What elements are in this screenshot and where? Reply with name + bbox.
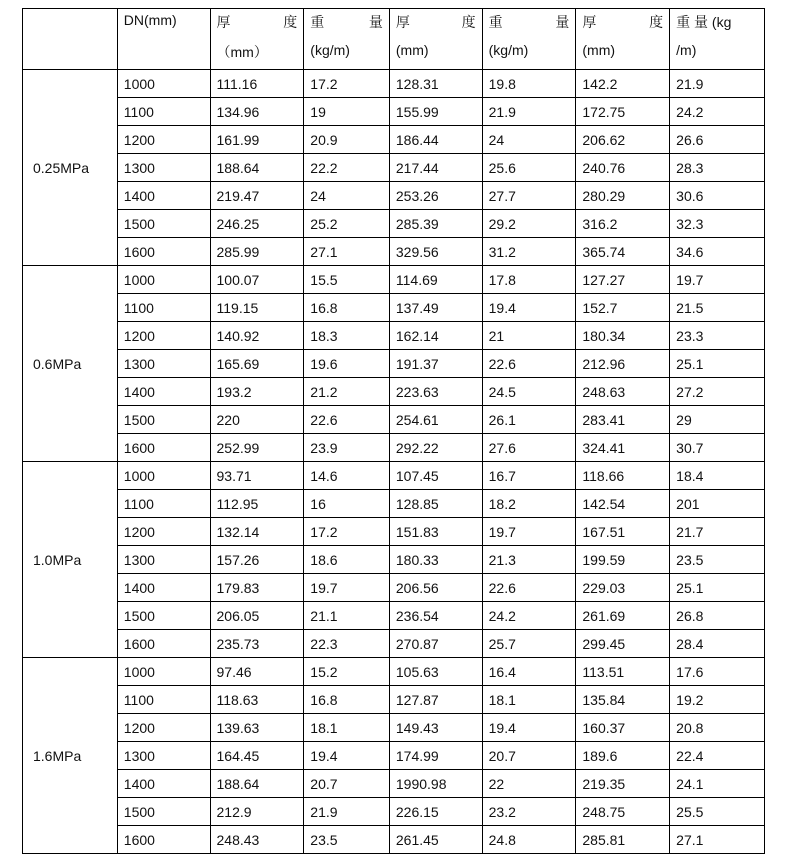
dn-cell: 1600 xyxy=(117,238,210,266)
header-weight-2: 重 量 xyxy=(482,9,576,40)
value-cell: 30.7 xyxy=(670,434,765,462)
value-cell: 142.2 xyxy=(576,70,670,98)
value-cell: 24 xyxy=(482,126,576,154)
value-cell: 193.2 xyxy=(210,378,304,406)
table-row xyxy=(23,546,765,574)
dn-cell: 1500 xyxy=(117,798,210,826)
value-cell: 217.44 xyxy=(389,154,482,182)
dn-cell: 1200 xyxy=(117,126,210,154)
value-cell: 127.27 xyxy=(576,266,670,294)
value-cell: 24.2 xyxy=(482,602,576,630)
value-cell: 23.9 xyxy=(304,434,390,462)
value-cell: 26.6 xyxy=(670,126,765,154)
table-row xyxy=(23,714,765,742)
pressure-group-label: 0.25MPa xyxy=(23,70,118,266)
value-cell: 179.83 xyxy=(210,574,304,602)
dn-cell: 1500 xyxy=(117,406,210,434)
value-cell: 162.14 xyxy=(389,322,482,350)
value-cell: 329.56 xyxy=(389,238,482,266)
value-cell: 14.6 xyxy=(304,462,390,490)
value-cell: 16.8 xyxy=(304,294,390,322)
dn-cell: 1000 xyxy=(117,462,210,490)
value-cell: 188.64 xyxy=(210,770,304,798)
table-row xyxy=(23,154,765,182)
value-cell: 28.4 xyxy=(670,630,765,658)
value-cell: 212.9 xyxy=(210,798,304,826)
value-cell: 93.71 xyxy=(210,462,304,490)
dn-cell: 1100 xyxy=(117,98,210,126)
header-weight-unit-1: (kg/m) xyxy=(304,39,390,70)
table-row xyxy=(23,126,765,154)
dn-cell: 1500 xyxy=(117,210,210,238)
table-row xyxy=(23,266,765,294)
value-cell: 24 xyxy=(304,182,390,210)
value-cell: 157.26 xyxy=(210,546,304,574)
value-cell: 285.99 xyxy=(210,238,304,266)
value-cell: 15.5 xyxy=(304,266,390,294)
value-cell: 206.05 xyxy=(210,602,304,630)
dn-cell: 1400 xyxy=(117,378,210,406)
value-cell: 189.6 xyxy=(576,742,670,770)
value-cell: 27.1 xyxy=(670,826,765,854)
value-cell: 165.69 xyxy=(210,350,304,378)
pressure-group-label: 1.6MPa xyxy=(23,658,118,854)
value-cell: 30.6 xyxy=(670,182,765,210)
value-cell: 25.1 xyxy=(670,574,765,602)
value-cell: 20.7 xyxy=(304,770,390,798)
value-cell: 188.64 xyxy=(210,154,304,182)
value-cell: 18.3 xyxy=(304,322,390,350)
table-row xyxy=(23,210,765,238)
header-dn: DN(mm) xyxy=(117,9,210,40)
value-cell: 31.2 xyxy=(482,238,576,266)
value-cell: 164.45 xyxy=(210,742,304,770)
value-cell: 248.43 xyxy=(210,826,304,854)
value-cell: 285.81 xyxy=(576,826,670,854)
dn-cell: 1000 xyxy=(117,70,210,98)
value-cell: 186.44 xyxy=(389,126,482,154)
value-cell: 100.07 xyxy=(210,266,304,294)
value-cell: 25.2 xyxy=(304,210,390,238)
value-cell: 212.96 xyxy=(576,350,670,378)
dn-cell: 1200 xyxy=(117,322,210,350)
value-cell: 21.5 xyxy=(670,294,765,322)
value-cell: 365.74 xyxy=(576,238,670,266)
dn-cell: 1200 xyxy=(117,714,210,742)
value-cell: 140.92 xyxy=(210,322,304,350)
value-cell: 24.1 xyxy=(670,770,765,798)
value-cell: 253.26 xyxy=(389,182,482,210)
dn-cell: 1400 xyxy=(117,182,210,210)
value-cell: 135.84 xyxy=(576,686,670,714)
dn-cell: 1000 xyxy=(117,658,210,686)
value-cell: 285.39 xyxy=(389,210,482,238)
value-cell: 113.51 xyxy=(576,658,670,686)
value-cell: 22.2 xyxy=(304,154,390,182)
header-thickness-unit-3: (mm) xyxy=(576,39,670,70)
value-cell: 22.4 xyxy=(670,742,765,770)
value-cell: 229.03 xyxy=(576,574,670,602)
value-cell: 19.4 xyxy=(304,742,390,770)
value-cell: 105.63 xyxy=(389,658,482,686)
value-cell: 261.45 xyxy=(389,826,482,854)
value-cell: 19.4 xyxy=(482,294,576,322)
header-weight-3: 重 量 (kg xyxy=(670,9,765,40)
value-cell: 155.99 xyxy=(389,98,482,126)
table-row xyxy=(23,434,765,462)
value-cell: 316.2 xyxy=(576,210,670,238)
value-cell: 29 xyxy=(670,406,765,434)
value-cell: 25.6 xyxy=(482,154,576,182)
header-thickness-3: 厚 度 xyxy=(576,9,670,40)
value-cell: 22.3 xyxy=(304,630,390,658)
value-cell: 19.7 xyxy=(304,574,390,602)
table-row xyxy=(23,406,765,434)
table-row xyxy=(23,602,765,630)
value-cell: 16.8 xyxy=(304,686,390,714)
value-cell: 19 xyxy=(304,98,390,126)
value-cell: 199.59 xyxy=(576,546,670,574)
value-cell: 220 xyxy=(210,406,304,434)
value-cell: 25.5 xyxy=(670,798,765,826)
table-row xyxy=(23,770,765,798)
value-cell: 252.99 xyxy=(210,434,304,462)
value-cell: 18.1 xyxy=(482,686,576,714)
value-cell: 18.4 xyxy=(670,462,765,490)
value-cell: 112.95 xyxy=(210,490,304,518)
header-row-2 xyxy=(23,39,765,70)
value-cell: 20.8 xyxy=(670,714,765,742)
table-row xyxy=(23,686,765,714)
value-cell: 17.2 xyxy=(304,518,390,546)
value-cell: 118.63 xyxy=(210,686,304,714)
table-row xyxy=(23,630,765,658)
value-cell: 24.2 xyxy=(670,98,765,126)
value-cell: 32.3 xyxy=(670,210,765,238)
value-cell: 27.7 xyxy=(482,182,576,210)
header-thickness-unit-2: (mm) xyxy=(389,39,482,70)
value-cell: 26.1 xyxy=(482,406,576,434)
value-cell: 18.2 xyxy=(482,490,576,518)
value-cell: 19.4 xyxy=(482,714,576,742)
value-cell: 127.87 xyxy=(389,686,482,714)
value-cell: 22.6 xyxy=(482,574,576,602)
header-thickness-1: 厚 度 xyxy=(210,9,304,40)
header-weight-unit-3: /m) xyxy=(670,39,765,70)
value-cell: 17.6 xyxy=(670,658,765,686)
value-cell: 299.45 xyxy=(576,630,670,658)
pipe-spec-table-container xyxy=(22,8,765,854)
value-cell: 219.35 xyxy=(576,770,670,798)
value-cell: 149.43 xyxy=(389,714,482,742)
value-cell: 240.76 xyxy=(576,154,670,182)
value-cell: 206.62 xyxy=(576,126,670,154)
table-row xyxy=(23,98,765,126)
value-cell: 18.1 xyxy=(304,714,390,742)
value-cell: 128.85 xyxy=(389,490,482,518)
value-cell: 17.8 xyxy=(482,266,576,294)
value-cell: 19.7 xyxy=(670,266,765,294)
value-cell: 15.2 xyxy=(304,658,390,686)
value-cell: 24.8 xyxy=(482,826,576,854)
value-cell: 21.1 xyxy=(304,602,390,630)
value-cell: 248.63 xyxy=(576,378,670,406)
value-cell: 235.73 xyxy=(210,630,304,658)
value-cell: 16.7 xyxy=(482,462,576,490)
table-row xyxy=(23,238,765,266)
value-cell: 19.7 xyxy=(482,518,576,546)
value-cell: 20.9 xyxy=(304,126,390,154)
value-cell: 17.2 xyxy=(304,70,390,98)
value-cell: 27.1 xyxy=(304,238,390,266)
value-cell: 23.5 xyxy=(304,826,390,854)
value-cell: 21.7 xyxy=(670,518,765,546)
header-thickness-unit-1: （mm） xyxy=(210,39,304,70)
header-thickness-2: 厚 度 xyxy=(389,9,482,40)
value-cell: 107.45 xyxy=(389,462,482,490)
dn-cell: 1600 xyxy=(117,630,210,658)
table-row xyxy=(23,70,765,98)
table-row xyxy=(23,826,765,854)
header-corner-cell xyxy=(23,9,118,70)
header-weight-1: 重 量 xyxy=(304,9,390,40)
dn-cell: 1100 xyxy=(117,490,210,518)
dn-cell: 1000 xyxy=(117,266,210,294)
header-weight-unit-2: (kg/m) xyxy=(482,39,576,70)
value-cell: 139.63 xyxy=(210,714,304,742)
value-cell: 254.61 xyxy=(389,406,482,434)
dn-cell: 1600 xyxy=(117,434,210,462)
value-cell: 19.6 xyxy=(304,350,390,378)
table-row xyxy=(23,294,765,322)
value-cell: 128.31 xyxy=(389,70,482,98)
value-cell: 28.3 xyxy=(670,154,765,182)
value-cell: 283.41 xyxy=(576,406,670,434)
value-cell: 16 xyxy=(304,490,390,518)
value-cell: 34.6 xyxy=(670,238,765,266)
value-cell: 26.8 xyxy=(670,602,765,630)
table-row xyxy=(23,378,765,406)
table-row xyxy=(23,182,765,210)
value-cell: 18.6 xyxy=(304,546,390,574)
value-cell: 137.49 xyxy=(389,294,482,322)
pressure-group-label: 1.0MPa xyxy=(23,462,118,658)
value-cell: 160.37 xyxy=(576,714,670,742)
value-cell: 29.2 xyxy=(482,210,576,238)
value-cell: 142.54 xyxy=(576,490,670,518)
value-cell: 270.87 xyxy=(389,630,482,658)
pressure-group-label: 0.6MPa xyxy=(23,266,118,462)
value-cell: 27.2 xyxy=(670,378,765,406)
value-cell: 21.3 xyxy=(482,546,576,574)
value-cell: 21.9 xyxy=(670,70,765,98)
value-cell: 23.3 xyxy=(670,322,765,350)
table-row xyxy=(23,350,765,378)
value-cell: 22 xyxy=(482,770,576,798)
value-cell: 191.37 xyxy=(389,350,482,378)
value-cell: 19.8 xyxy=(482,70,576,98)
value-cell: 167.51 xyxy=(576,518,670,546)
value-cell: 22.6 xyxy=(482,350,576,378)
value-cell: 151.83 xyxy=(389,518,482,546)
value-cell: 174.99 xyxy=(389,742,482,770)
dn-cell: 1300 xyxy=(117,350,210,378)
value-cell: 152.7 xyxy=(576,294,670,322)
pipe-spec-table xyxy=(22,8,765,854)
value-cell: 25.7 xyxy=(482,630,576,658)
value-cell: 97.46 xyxy=(210,658,304,686)
value-cell: 24.5 xyxy=(482,378,576,406)
value-cell: 180.34 xyxy=(576,322,670,350)
dn-cell: 1300 xyxy=(117,742,210,770)
value-cell: 292.22 xyxy=(389,434,482,462)
value-cell: 236.54 xyxy=(389,602,482,630)
value-cell: 21.9 xyxy=(304,798,390,826)
value-cell: 180.33 xyxy=(389,546,482,574)
value-cell: 134.96 xyxy=(210,98,304,126)
value-cell: 119.15 xyxy=(210,294,304,322)
value-cell: 1990.98 xyxy=(389,770,482,798)
value-cell: 223.63 xyxy=(389,378,482,406)
value-cell: 20.7 xyxy=(482,742,576,770)
table-row xyxy=(23,462,765,490)
value-cell: 324.41 xyxy=(576,434,670,462)
table-row xyxy=(23,742,765,770)
table-row xyxy=(23,322,765,350)
dn-cell: 1300 xyxy=(117,546,210,574)
table-row xyxy=(23,574,765,602)
value-cell: 206.56 xyxy=(389,574,482,602)
dn-cell: 1100 xyxy=(117,294,210,322)
dn-cell: 1300 xyxy=(117,154,210,182)
value-cell: 201 xyxy=(670,490,765,518)
value-cell: 246.25 xyxy=(210,210,304,238)
value-cell: 114.69 xyxy=(389,266,482,294)
value-cell: 261.69 xyxy=(576,602,670,630)
dn-cell: 1500 xyxy=(117,602,210,630)
table-row xyxy=(23,798,765,826)
value-cell: 27.6 xyxy=(482,434,576,462)
dn-cell: 1400 xyxy=(117,574,210,602)
value-cell: 25.1 xyxy=(670,350,765,378)
value-cell: 22.6 xyxy=(304,406,390,434)
dn-cell: 1600 xyxy=(117,826,210,854)
dn-cell: 1200 xyxy=(117,518,210,546)
value-cell: 161.99 xyxy=(210,126,304,154)
value-cell: 19.2 xyxy=(670,686,765,714)
value-cell: 21.9 xyxy=(482,98,576,126)
value-cell: 280.29 xyxy=(576,182,670,210)
table-row xyxy=(23,658,765,686)
dn-cell: 1100 xyxy=(117,686,210,714)
value-cell: 219.47 xyxy=(210,182,304,210)
table-row xyxy=(23,518,765,546)
value-cell: 111.16 xyxy=(210,70,304,98)
value-cell: 118.66 xyxy=(576,462,670,490)
value-cell: 16.4 xyxy=(482,658,576,686)
value-cell: 21 xyxy=(482,322,576,350)
value-cell: 23.5 xyxy=(670,546,765,574)
value-cell: 248.75 xyxy=(576,798,670,826)
dn-cell: 1400 xyxy=(117,770,210,798)
value-cell: 132.14 xyxy=(210,518,304,546)
value-cell: 172.75 xyxy=(576,98,670,126)
header-row-1 xyxy=(23,9,765,40)
value-cell: 21.2 xyxy=(304,378,390,406)
value-cell: 226.15 xyxy=(389,798,482,826)
value-cell: 23.2 xyxy=(482,798,576,826)
table-row xyxy=(23,490,765,518)
header-dn-blank xyxy=(117,39,210,70)
